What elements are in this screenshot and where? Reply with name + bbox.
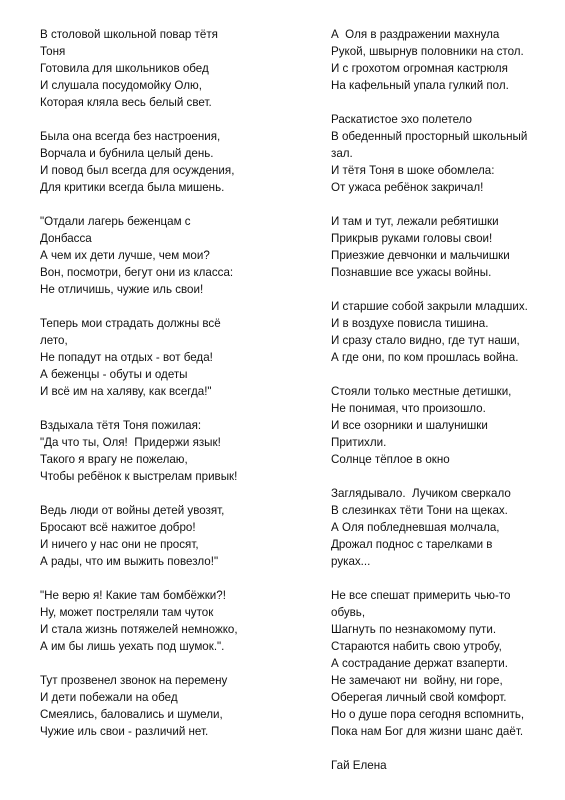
poem-stanza	[331, 485, 556, 570]
poem-line: Для критики всегда была мишень.	[40, 181, 225, 194]
poem-line: Не все спешат примерить чью-то	[331, 589, 511, 602]
poem-stanza	[40, 587, 290, 655]
poem-line: Которая кляла весь белый свет.	[40, 96, 212, 109]
poem-line: А рады, что им выжить повезло!"	[40, 555, 219, 568]
poem-line: И там и тут, лежали ребятишки	[331, 215, 499, 228]
poem-line: Пока нам Бог для жизни шанс даёт.	[331, 725, 524, 738]
poem-line: Рукой, швырнув половники на стол.	[331, 45, 524, 58]
poem-line: лето,	[40, 334, 68, 347]
poem-line: руках...	[331, 555, 371, 568]
author-name: Гай Елена	[331, 759, 387, 772]
poem-stanza	[40, 315, 290, 400]
poem-stanza	[331, 111, 556, 196]
poem-stanza	[331, 213, 556, 281]
poem-stanza	[40, 128, 290, 196]
poem-line: От ужаса ребёнок закричал!	[331, 181, 484, 194]
poem-line: И повод был всегда для осуждения,	[40, 164, 235, 177]
poem-line: Раскатистое эхо полетело	[331, 113, 472, 126]
poem-line: А сострадание держат взаперти.	[331, 657, 508, 670]
poem-line: Оберегая личный свой комфорт.	[331, 691, 507, 704]
poem-line: Ну, может постреляли там чуток	[40, 606, 214, 619]
poem-line: А Оля в раздражении махнула	[331, 28, 500, 41]
poem-line: А Оля побледневшая молчала,	[331, 521, 500, 534]
poem-line: И тётя Тоня в шоке обомлела:	[331, 164, 495, 177]
poem-line: Смеялись, баловались и шумели,	[40, 708, 223, 721]
poem-line: И сразу стало видно, где тут наши,	[331, 334, 520, 347]
poem-line: Чтобы ребёнок к выстрелам привык!	[40, 470, 238, 483]
poem-stanza	[40, 213, 290, 298]
poem-left-column	[40, 26, 290, 757]
poem-stanza	[40, 417, 290, 485]
poem-line: Но о душе пора сегодня вспомнить,	[331, 708, 525, 721]
poem-line: И с грохотом огромная кастрюля	[331, 62, 508, 75]
poem-line: Чужие иль свои - различий нет.	[40, 725, 209, 738]
poem-stanza	[331, 26, 556, 94]
poem-line: Не замечают ни войну, ни горе,	[331, 674, 503, 687]
poem-line: На кафельный упала гулкий пол.	[331, 79, 509, 92]
poem-line: Бросают всё нажитое добро!	[40, 521, 196, 534]
poem-line: И стала жизнь потяжелей немножко,	[40, 623, 238, 636]
poem-line: И в воздухе повисла тишина.	[331, 317, 489, 330]
poem-line: В столовой школьной повар тётя	[40, 28, 218, 41]
poem-line: Вздыхала тётя Тоня пожилая:	[40, 419, 202, 432]
poem-line: зал.	[331, 147, 353, 160]
poem-line: А где они, по ком прошлась война.	[331, 351, 519, 364]
poem-line: Тоня	[40, 45, 66, 58]
poem-line: В слезинках тёти Тони на щеках.	[331, 504, 508, 517]
poem-line: И слушала посудомойку Олю,	[40, 79, 202, 92]
poem-line: А им бы лишь уехать под шумок.".	[40, 640, 225, 653]
poem-line: Не отличишь, чужие иль свои!	[40, 283, 204, 296]
poem-line: Притихли.	[331, 436, 387, 449]
poem-line: А чем их дети лучше, чем мои?	[40, 249, 210, 262]
poem-stanza	[40, 502, 290, 570]
poem-line: Была она всегда без настроения,	[40, 130, 221, 143]
poem-line: В обеденный просторный школьный	[331, 130, 528, 143]
poem-line: Ведь люди от войны детей увозят,	[40, 504, 225, 517]
poem-line: Не попадут на отдых - вот беда!	[40, 351, 213, 364]
poem-line: А беженцы - обуты и одеты	[40, 368, 188, 381]
poem-line: Солнце тёплое в окно	[331, 453, 450, 466]
poem-line: Теперь мои страдать должны всё	[40, 317, 221, 330]
poem-line: "Да что ты, Оля! Придержи язык!	[40, 436, 221, 449]
poem-line: Стояли только местные детишки,	[331, 385, 512, 398]
poem-line: "Не верю я! Какие там бомбёжки?!	[40, 589, 226, 602]
poem-line: Дрожал поднос с тарелками в	[331, 538, 493, 551]
poem-right-column	[331, 26, 556, 791]
poem-stanza	[40, 672, 290, 740]
poem-line: Готовила для школьников обед	[40, 62, 209, 75]
author-signature	[331, 757, 556, 774]
poem-line: И всё им на халяву, как всегда!"	[40, 385, 212, 398]
poem-line: Такого я врагу не пожелаю,	[40, 453, 188, 466]
poem-line: обувь,	[331, 606, 366, 619]
poem-line: Донбасса	[40, 232, 92, 245]
poem-stanza	[331, 383, 556, 468]
poem-line: И ничего у нас они не просят,	[40, 538, 199, 551]
poem-line: И старшие собой закрыли младших.	[331, 300, 528, 313]
poem-line: "Отдали лагерь беженцам с	[40, 215, 191, 228]
poem-line: Прикрыв руками головы свои!	[331, 232, 493, 245]
poem-stanza	[40, 26, 290, 111]
poem-stanza	[331, 298, 556, 366]
poem-line: Стараются набить свою утробу,	[331, 640, 502, 653]
poem-stanza	[331, 587, 556, 740]
poem-line: Шагнуть по незнакомому пути.	[331, 623, 497, 636]
poem-line: Ворчала и бубнила целый день.	[40, 147, 214, 160]
poem-line: Заглядывало. Лучиком сверкало	[331, 487, 511, 500]
poem-line: Приезжие девчонки и мальчишки	[331, 249, 510, 262]
poem-line: Вон, посмотри, бегут они из класса:	[40, 266, 234, 279]
poem-line: И дети побежали на обед	[40, 691, 178, 704]
poem-line: Тут прозвенел звонок на перемену	[40, 674, 228, 687]
poem-line: И все озорники и шалунишки	[331, 419, 488, 432]
poem-line: Познавшие все ужасы войны.	[331, 266, 492, 279]
poem-line: Не понимая, что произошло.	[331, 402, 486, 415]
